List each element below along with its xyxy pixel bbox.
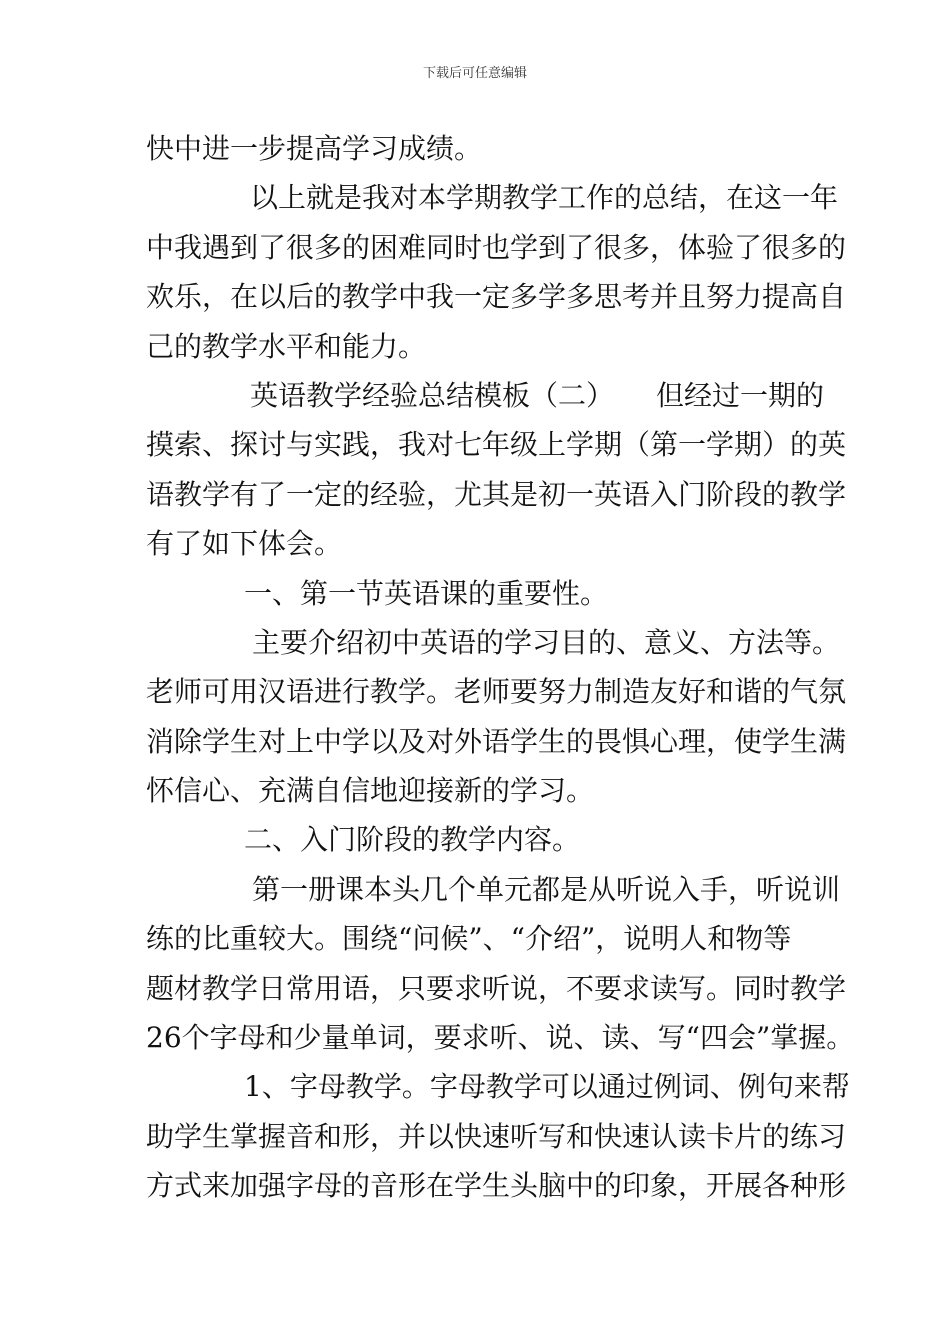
paragraph-start: 以上就是我对本学期教学工作的总结，在这一年 xyxy=(250,181,839,215)
text-line: 题材教学日常用语，只要求听说，不要求读写。同时教学 xyxy=(146,971,847,1005)
document-body xyxy=(146,124,855,1211)
text-line: 中我遇到了很多的困难同时也学到了很多，体验了很多的 xyxy=(146,230,847,264)
text-line: 摸索、探讨与实践，我对七年级上学期（第一学期）的英 xyxy=(146,428,847,462)
text-line: 快中进一步提高学习成绩。 xyxy=(146,132,483,165)
text-line: 练的比重较大。围绕“问候”、“介绍”，说明人和物等 xyxy=(146,922,792,956)
text-line: 欢乐，在以后的教学中我一定多学多思考并且努力提高自 xyxy=(146,280,847,314)
text-line: 怀信心、充满自信地迎接新的学习。 xyxy=(146,774,595,808)
section-heading: 二、入门阶段的教学内容。 xyxy=(244,823,581,857)
paragraph-start: 第一册课本头几个单元都是从听说入手，听说训 xyxy=(252,872,841,906)
text-line: 助学生掌握音和形，并以快速听写和快速认读卡片的练习 xyxy=(146,1119,847,1153)
paragraph-start: 1、字母教学。字母教学可以通过例词、例句来帮 xyxy=(244,1070,850,1104)
text-line: 方式来加强字母的音形在学生头脑中的印象，开展各种形 xyxy=(146,1169,847,1203)
text-line: 老师可用汉语进行教学。老师要努力制造友好和谐的气氛 xyxy=(146,675,847,709)
text-line: 有了如下体会。 xyxy=(146,527,343,561)
paragraph-start: 主要介绍初中英语的学习目的、意义、方法等。 xyxy=(252,625,841,659)
text-line: 消除学生对上中学以及对外语学生的畏惧心理，使学生满 xyxy=(146,724,847,758)
page-header: 下载后可任意编辑 xyxy=(422,66,527,81)
section-heading: 一、第一节英语课的重要性。 xyxy=(244,576,609,610)
section-title-line: 英语教学经验总结模板（二） 但经过一期的 xyxy=(250,378,825,412)
text-line: 语教学有了一定的经验，尤其是初一英语入门阶段的教学 xyxy=(146,477,847,511)
text-line: 己的教学水平和能力。 xyxy=(146,329,427,363)
text-line: 26个字母和少量单词，要求听、说、读、写“四会”掌握。 xyxy=(146,1021,855,1055)
